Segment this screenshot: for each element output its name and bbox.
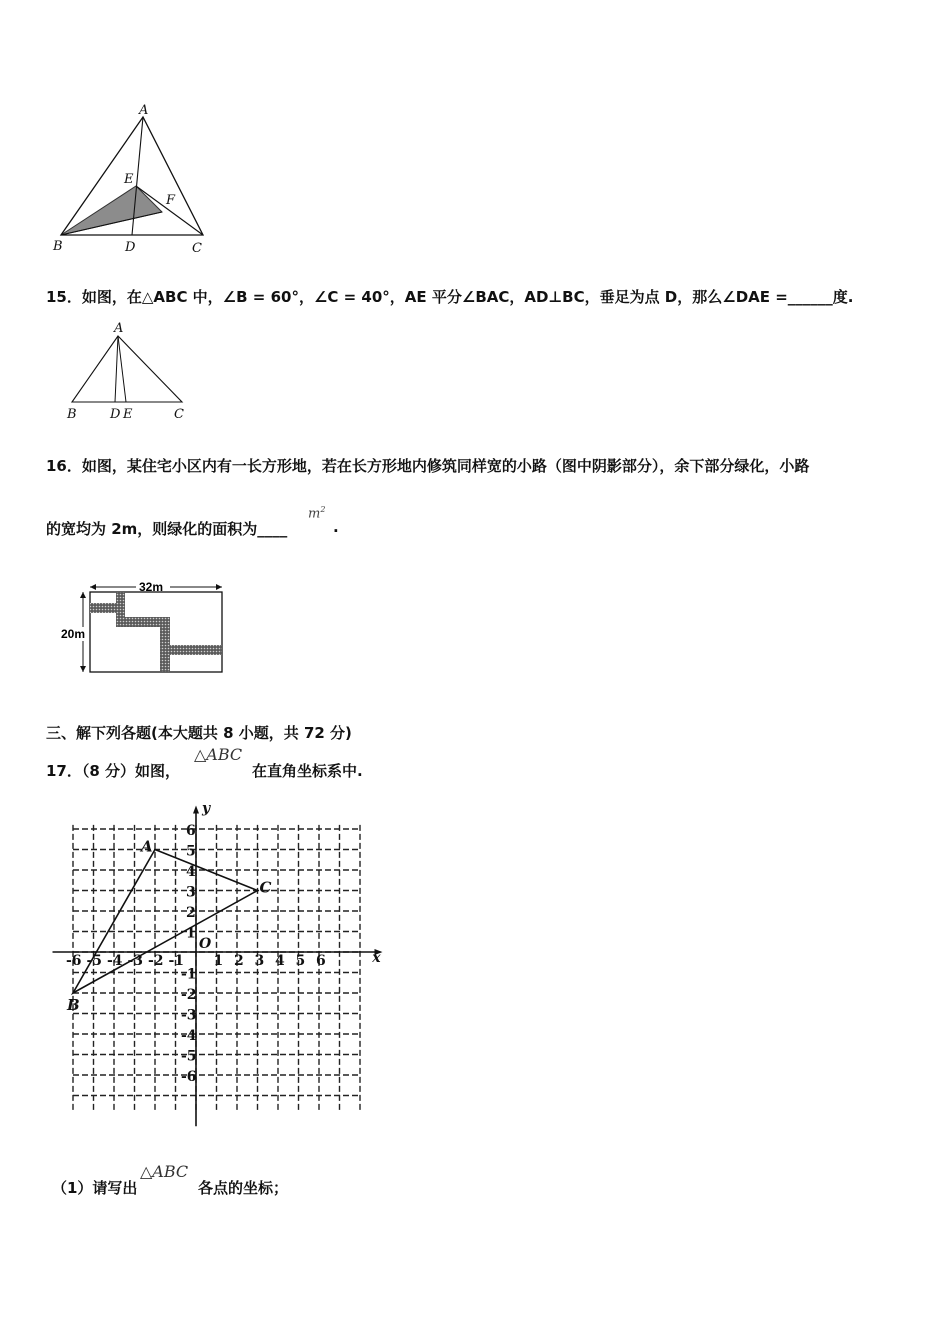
- y-tick-label: 5: [186, 843, 196, 860]
- question-17-part1-suffix: 各点的坐标；: [198, 1179, 289, 1197]
- figure-q16-rectangle: [50, 575, 235, 680]
- y-axis-label: y: [202, 800, 211, 817]
- vertex-b-label: B: [67, 996, 80, 1014]
- x-tick-label: 3: [254, 953, 265, 969]
- y-axis-arrow: [193, 806, 199, 814]
- vertex-a-label: A: [141, 837, 153, 856]
- question-16-line1: 16．如图，某住宅小区内有一长方形地，若在长方形地内修筑同样宽的小路（图中阴影部分），余下部分绿化，小路: [46, 457, 810, 475]
- unit-m: m: [308, 506, 321, 522]
- y-tick-label: -3: [181, 1007, 197, 1024]
- label-d-15: D: [110, 407, 121, 422]
- label-c: C: [192, 241, 202, 256]
- x-tick-label: -4: [107, 953, 123, 969]
- height-arrow-top: [80, 592, 86, 598]
- x-axis-label: x: [372, 950, 381, 966]
- label-a: A: [139, 103, 149, 118]
- segment-ad-15: [115, 336, 118, 402]
- label-d: D: [125, 240, 136, 255]
- height-label: 20m: [61, 627, 86, 641]
- x-tick-label: 4: [275, 953, 285, 969]
- coordinate-graph: [40, 795, 400, 1135]
- y-tick-label: -4: [181, 1028, 197, 1044]
- y-tick-label: 3: [186, 884, 196, 901]
- width-arrow-left: [90, 584, 96, 590]
- unit-sup: 2: [320, 505, 326, 514]
- figure-q15-triangle: [60, 318, 200, 426]
- y-tick-label: -2: [181, 987, 197, 1003]
- y-tick-label: -6: [181, 1069, 197, 1085]
- section-3-heading: 三、解下列各题(本大题共 8 小题，共 72 分): [46, 724, 352, 742]
- x-tick-label: -5: [86, 953, 103, 969]
- x-tick-label: 2: [234, 953, 244, 969]
- origin-label: O: [199, 936, 212, 952]
- x-tick-label: -2: [148, 953, 164, 969]
- y-tick-label: 6: [186, 823, 196, 839]
- question-17-part1-prefix: （1）请写出: [52, 1179, 138, 1197]
- question-17-triangle: △ABC: [194, 745, 243, 764]
- label-e: E: [124, 172, 134, 187]
- question-17-prefix: 17．（8 分）如图，: [46, 762, 181, 780]
- width-label: 32m: [139, 580, 164, 594]
- question-17-suffix: 在直角坐标系中.: [252, 762, 363, 780]
- question-16-period: .: [333, 518, 339, 536]
- label-e-15: E: [123, 407, 133, 422]
- x-tick-label: -1: [168, 953, 185, 969]
- question-16-line2: [46, 518, 287, 539]
- vertex-c-label: C: [259, 878, 272, 897]
- y-tick-label: 4: [186, 864, 196, 880]
- label-f: F: [166, 193, 176, 208]
- question-15-text: 15．如图，在△ABC 中，∠B = 60°，∠C = 40°，AE 平分∠BAC，AD⊥BC，垂足为点 D，那么∠DAE =______度.: [46, 288, 854, 306]
- label-b-15: B: [67, 407, 77, 422]
- y-tick-label: 1: [186, 925, 196, 942]
- label-a-15: A: [114, 321, 124, 336]
- label-b: B: [53, 239, 63, 254]
- x-tick-label: 5: [295, 953, 306, 969]
- question-17-part1-triangle: △ABC: [140, 1162, 189, 1181]
- triangle-abc-15: [72, 336, 182, 402]
- question-16-line2-text: 的宽均为 2m，则绿化的面积为____: [46, 520, 288, 538]
- segment-ae-15: [118, 336, 126, 402]
- unit-m2: [308, 505, 325, 521]
- x-tick-label: 1: [213, 953, 224, 969]
- road-seg-4: [160, 617, 170, 672]
- road-seg-5: [160, 645, 222, 655]
- y-tick-label: 2: [186, 905, 196, 921]
- label-c-15: C: [174, 407, 184, 422]
- y-tick-label: -1: [181, 966, 197, 983]
- x-tick-label: -3: [127, 953, 144, 969]
- height-arrow-bottom: [80, 666, 86, 672]
- x-tick-label: 6: [316, 953, 326, 969]
- width-arrow-right: [216, 584, 222, 590]
- figure-q14-triangle: [40, 100, 230, 260]
- triangle-abc-graph: [73, 850, 258, 994]
- y-tick-label: -5: [181, 1048, 197, 1065]
- x-tick-label: -6: [66, 953, 82, 969]
